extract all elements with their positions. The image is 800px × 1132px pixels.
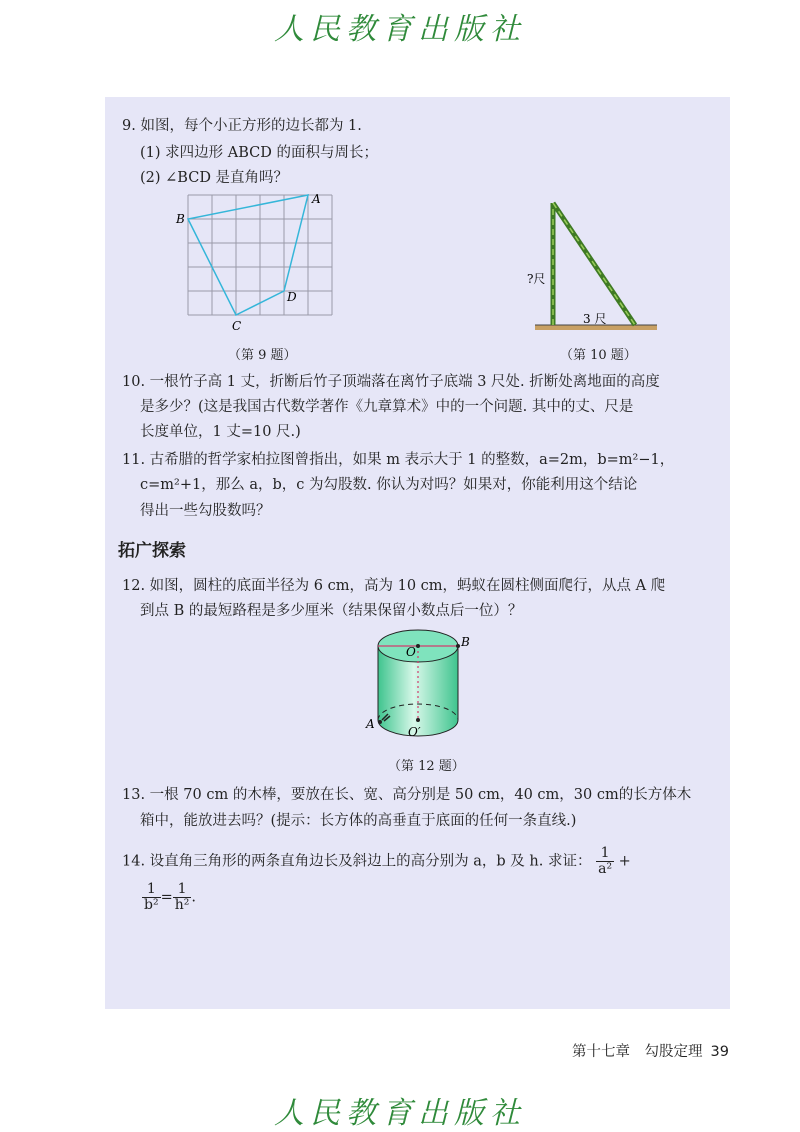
problem-12-line-1: 12. 如图，圆柱的底面半径为 6 cm，高为 10 cm，蚂蚁在圆柱侧面爬行，从点 A 爬 — [122, 578, 666, 594]
fraction-one-over-a-squared: $\frac{1}{\text{a²}}$ — [598, 845, 613, 877]
problem-14-text: 14. 设直角三角形的两条直角边长及斜边上的高分别为 a，b 及 h. 求证： — [122, 853, 592, 870]
figure-10-bamboo-diagram — [525, 195, 665, 340]
fraction-one-over-h-squared: $\frac{1}{\text{h²}}$ — [174, 881, 190, 913]
problem-9-line-2: (1) 求四边形 ABCD 的面积与周长； — [140, 145, 378, 161]
height-label: ?尺 — [527, 272, 546, 286]
page-footer — [572, 1040, 729, 1061]
problem-9-line-1: 9. 如图，每个小正方形的边长都为 1. — [122, 118, 362, 134]
bamboo-broken-top — [553, 203, 635, 325]
equals-sign: = — [160, 889, 173, 906]
figure-10-caption: （第 10 题） — [560, 348, 637, 363]
period: . — [191, 889, 196, 906]
figure-12-caption: （第 12 题） — [388, 759, 465, 774]
problem-10-line-1: 10. 一根竹子高 1 丈，折断后竹子顶端落在离竹子底端 3 尺处. 折断处离地面的高度 — [122, 374, 660, 390]
vertex-label-c: C — [232, 319, 242, 333]
fraction-one-over-b-squared: $\frac{1}{\text{b²}}$ — [144, 881, 159, 913]
point-label-o: O — [406, 645, 416, 659]
problem-13-line-1: 13. 一根 70 cm 的木棒，要放在长、宽、高分别是 50 cm，40 cm，30 cm的长方体木 — [122, 787, 692, 803]
chapter-title: 第十七章 勾股定理 — [572, 1044, 703, 1060]
point-label-a: A — [366, 717, 375, 731]
publisher-watermark-top: 人民教育出版社 — [274, 12, 526, 47]
plus-sign: + — [618, 853, 631, 870]
point-label-b: B — [461, 635, 470, 649]
section-heading-extension: 拓广探索 — [118, 541, 186, 561]
vertex-label-a: A — [312, 192, 321, 206]
problem-14-line-2 — [142, 882, 196, 913]
figure-12-cylinder-diagram — [360, 620, 490, 755]
figure-9-caption: （第 9 题） — [228, 348, 297, 363]
problem-10-line-2: 是多少？(这是我国古代数学著作《九章算术》中的一个问题. 其中的丈、尺是 — [140, 399, 634, 415]
publisher-watermark-bottom: 人民教育出版社 — [274, 1096, 526, 1131]
grid-lines — [188, 195, 332, 315]
page-number: 39 — [710, 1044, 729, 1060]
problem-11-line-3: 得出一些勾股数吗？ — [140, 503, 271, 519]
figure-9-grid-diagram — [170, 185, 350, 335]
problem-11-line-1: 11. 古希腊的哲学家柏拉图曾指出，如果 m 表示大于 1 的整数，a=2m，b=m²−1， — [122, 452, 675, 468]
problem-9-line-3: (2) ∠BCD 是直角吗？ — [140, 170, 289, 186]
vertex-label-b: B — [176, 212, 185, 226]
problem-14-line-1 — [122, 846, 631, 877]
point-label-o-prime: O′ — [408, 725, 421, 739]
problem-12-line-2: 到点 B 的最短路程是多少厘米（结果保留小数点后一位）？ — [140, 603, 523, 619]
vertex-label-d: D — [287, 290, 297, 304]
problem-10-line-3: 长度单位，1 丈=10 尺.) — [140, 424, 301, 440]
problem-11-line-2: c=m²+1，那么 a，b，c 为勾股数. 你认为对吗？如果对，你能利用这个结论 — [140, 477, 638, 493]
problem-13-line-2: 箱中，能放进去吗？(提示：长方体的高垂直于底面的任何一条直线.) — [140, 813, 577, 829]
base-label: 3 尺 — [583, 312, 607, 326]
